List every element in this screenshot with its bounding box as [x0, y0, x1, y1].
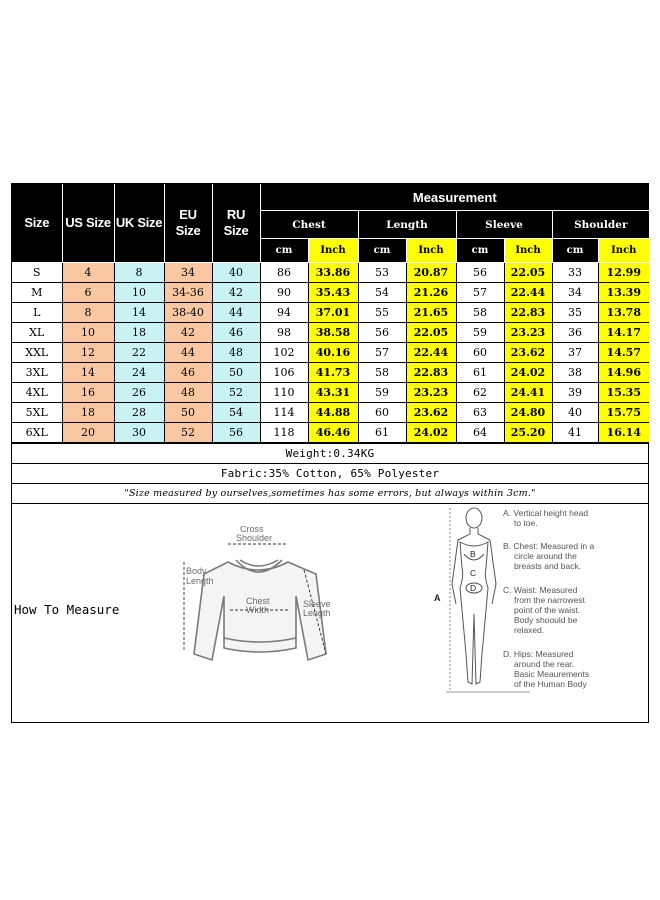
cell-sleeve-cm: 58 [456, 303, 504, 323]
cell-sleeve-in: 23.23 [504, 323, 552, 343]
cell-sleeve-cm: 60 [456, 343, 504, 363]
header-shoulder-inch: Inch [598, 239, 649, 263]
cell-sleeve-cm: 63 [456, 403, 504, 423]
cell-chest-cm: 114 [260, 403, 308, 423]
cell-shoulder-cm: 40 [552, 403, 598, 423]
header-length-cm: cm [358, 239, 406, 263]
cell-chest-cm: 98 [260, 323, 308, 343]
cell-sleeve-in: 25.20 [504, 423, 552, 443]
header-eu-size: EU Size [164, 184, 212, 263]
cell-sleeve-cm: 56 [456, 263, 504, 283]
cell-shoulder-in: 13.39 [598, 283, 649, 303]
cell-sleeve-cm: 62 [456, 383, 504, 403]
cell-shoulder-cm: 33 [552, 263, 598, 283]
cell-shoulder-in: 16.14 [598, 423, 649, 443]
cell-uk: 14 [114, 303, 164, 323]
sweater-diagram [170, 526, 350, 676]
note-b-line2: circle around the [514, 551, 577, 561]
cell-length-in: 23.23 [406, 383, 456, 403]
header-us-size: US Size [62, 184, 114, 263]
cell-eu: 44 [164, 343, 212, 363]
body-letter-a: A [434, 593, 441, 603]
cell-us: 6 [62, 283, 114, 303]
header-chest-inch: Inch [308, 239, 358, 263]
cell-ru: 46 [212, 323, 260, 343]
cell-shoulder-in: 12.99 [598, 263, 649, 283]
cell-uk: 28 [114, 403, 164, 423]
cell-chest-in: 38.58 [308, 323, 358, 343]
cell-length-in: 24.02 [406, 423, 456, 443]
cross-label: Cross [240, 526, 264, 534]
size-row [12, 263, 649, 283]
cell-us: 8 [62, 303, 114, 323]
body-letter-d: D [470, 583, 477, 593]
cell-shoulder-cm: 38 [552, 363, 598, 383]
cell-length-in: 21.26 [406, 283, 456, 303]
cell-us: 10 [62, 323, 114, 343]
cell-us: 18 [62, 403, 114, 423]
note-a-line2: to toe. [514, 518, 538, 528]
note-b-line1: B. Chest: Measured in a [503, 541, 595, 551]
header-length-inch: Inch [406, 239, 456, 263]
cell-sleeve-in: 22.83 [504, 303, 552, 323]
header-chest: Chest [260, 211, 358, 239]
cell-length-cm: 55 [358, 303, 406, 323]
body-measure-diagram [430, 504, 595, 699]
cell-size: 4XL [12, 383, 62, 403]
sleeve-label: Sleeve [303, 599, 331, 609]
sleeve-length-label: Length [303, 608, 331, 618]
cell-shoulder-cm: 35 [552, 303, 598, 323]
cell-ru: 42 [212, 283, 260, 303]
header-sleeve: Sleeve [456, 211, 552, 239]
cell-sleeve-in: 24.02 [504, 363, 552, 383]
cell-shoulder-in: 15.35 [598, 383, 649, 403]
cell-chest-cm: 102 [260, 343, 308, 363]
cell-eu: 38-40 [164, 303, 212, 323]
header-measurement: Measurement [260, 184, 649, 211]
cell-shoulder-in: 14.96 [598, 363, 649, 383]
how-to-measure-title: How To Measure [14, 602, 120, 617]
cell-shoulder-in: 13.78 [598, 303, 649, 323]
cell-sleeve-cm: 61 [456, 363, 504, 383]
cell-shoulder-in: 14.17 [598, 323, 649, 343]
note-a-line1: A. Vertical height head [503, 508, 589, 518]
weight-info: Weight:0.34KG [12, 443, 648, 463]
cell-size: 3XL [12, 363, 62, 383]
header-ru-size: RU Size [212, 184, 260, 263]
cell-sleeve-cm: 57 [456, 283, 504, 303]
size-row [12, 403, 649, 423]
note-c-line4: Body shoould be [514, 615, 578, 625]
cell-size: 5XL [12, 403, 62, 423]
cell-length-in: 23.62 [406, 403, 456, 423]
cell-size: XL [12, 323, 62, 343]
cell-length-in: 22.83 [406, 363, 456, 383]
size-row [12, 323, 649, 343]
note-d-line1: D. Hips: Measured [503, 649, 574, 659]
cell-length-cm: 54 [358, 283, 406, 303]
cell-size: 6XL [12, 423, 62, 443]
cell-ru: 56 [212, 423, 260, 443]
cell-size: M [12, 283, 62, 303]
header-uk-size: UK Size [114, 184, 164, 263]
cell-chest-cm: 118 [260, 423, 308, 443]
cell-chest-in: 40.16 [308, 343, 358, 363]
cell-eu: 34 [164, 263, 212, 283]
body-letter-b: B [470, 549, 476, 559]
cell-chest-in: 35.43 [308, 283, 358, 303]
size-row [12, 383, 649, 403]
cell-chest-in: 43.31 [308, 383, 358, 403]
cell-sleeve-in: 24.41 [504, 383, 552, 403]
cell-shoulder-cm: 41 [552, 423, 598, 443]
cell-shoulder-in: 15.75 [598, 403, 649, 423]
width-label: Width [246, 605, 270, 615]
how-to-measure-section [12, 503, 648, 722]
cell-length-cm: 60 [358, 403, 406, 423]
cell-shoulder-cm: 37 [552, 343, 598, 363]
cell-shoulder-cm: 34 [552, 283, 598, 303]
cell-chest-cm: 110 [260, 383, 308, 403]
cell-us: 12 [62, 343, 114, 363]
cell-length-cm: 59 [358, 383, 406, 403]
cell-chest-in: 33.86 [308, 263, 358, 283]
note-c-line2: from the narrowest [514, 595, 585, 605]
size-row [12, 423, 649, 443]
cell-uk: 30 [114, 423, 164, 443]
cell-eu: 42 [164, 323, 212, 343]
cell-ru: 52 [212, 383, 260, 403]
cell-ru: 50 [212, 363, 260, 383]
cell-ru: 48 [212, 343, 260, 363]
header-shoulder: Shoulder [552, 211, 649, 239]
cell-uk: 26 [114, 383, 164, 403]
note-c-line3: point of the waist. [514, 605, 581, 615]
note-c-line1: C. Waist: Measured [503, 585, 578, 595]
cell-size: S [12, 263, 62, 283]
cell-uk: 8 [114, 263, 164, 283]
header-size: Size [12, 184, 62, 263]
cell-length-cm: 56 [358, 323, 406, 343]
cell-chest-cm: 90 [260, 283, 308, 303]
fabric-info: Fabric:35% Cotton, 65% Polyester [12, 463, 648, 483]
cell-eu: 52 [164, 423, 212, 443]
cell-uk: 10 [114, 283, 164, 303]
measurement-note: "Size measured by ourselves,sometimes has some errors, but always within 3cm." [12, 483, 648, 503]
cell-eu: 46 [164, 363, 212, 383]
cell-shoulder-in: 14.57 [598, 343, 649, 363]
note-d-line3: Basic Meaurements [514, 669, 590, 679]
cell-eu: 50 [164, 403, 212, 423]
cell-size: XXL [12, 343, 62, 363]
size-row [12, 363, 649, 383]
cell-us: 4 [62, 263, 114, 283]
cell-length-cm: 57 [358, 343, 406, 363]
header-length: Length [358, 211, 456, 239]
cell-length-in: 22.44 [406, 343, 456, 363]
cell-chest-in: 41.73 [308, 363, 358, 383]
cell-ru: 44 [212, 303, 260, 323]
header-sleeve-inch: Inch [504, 239, 552, 263]
cell-size: L [12, 303, 62, 323]
header-sleeve-cm: cm [456, 239, 504, 263]
cell-sleeve-cm: 64 [456, 423, 504, 443]
body-letter-c: C [470, 568, 477, 578]
cell-length-cm: 61 [358, 423, 406, 443]
size-table [12, 184, 649, 443]
cell-length-in: 20.87 [406, 263, 456, 283]
cell-sleeve-in: 22.05 [504, 263, 552, 283]
cell-chest-in: 46.46 [308, 423, 358, 443]
cell-chest-cm: 86 [260, 263, 308, 283]
note-d-line2: around the rear. [514, 659, 575, 669]
cell-shoulder-cm: 39 [552, 383, 598, 403]
note-b-line3: breasts and back. [514, 561, 582, 571]
cell-length-cm: 58 [358, 363, 406, 383]
cell-length-in: 22.05 [406, 323, 456, 343]
cell-eu: 48 [164, 383, 212, 403]
cell-sleeve-in: 23.62 [504, 343, 552, 363]
cell-us: 16 [62, 383, 114, 403]
cell-length-in: 21.65 [406, 303, 456, 323]
cell-chest-in: 44.88 [308, 403, 358, 423]
size-row [12, 283, 649, 303]
cell-sleeve-cm: 59 [456, 323, 504, 343]
cell-uk: 24 [114, 363, 164, 383]
cell-length-cm: 53 [358, 263, 406, 283]
cell-us: 20 [62, 423, 114, 443]
size-row [12, 343, 649, 363]
cell-sleeve-in: 24.80 [504, 403, 552, 423]
cell-chest-in: 37.01 [308, 303, 358, 323]
cell-chest-cm: 94 [260, 303, 308, 323]
note-d-line4: of the Human Body [514, 679, 587, 689]
shoulder-label: Shoulder [236, 533, 273, 543]
cell-ru: 40 [212, 263, 260, 283]
header-shoulder-cm: cm [552, 239, 598, 263]
cell-uk: 18 [114, 323, 164, 343]
cell-eu: 34-36 [164, 283, 212, 303]
note-c-line5: relaxed. [514, 625, 545, 635]
header-chest-cm: cm [260, 239, 308, 263]
cell-shoulder-cm: 36 [552, 323, 598, 343]
cell-chest-cm: 106 [260, 363, 308, 383]
chest-label: Chest [246, 596, 270, 606]
cell-us: 14 [62, 363, 114, 383]
body-length-label: Length [186, 576, 214, 586]
cell-sleeve-in: 22.44 [504, 283, 552, 303]
cell-uk: 22 [114, 343, 164, 363]
size-row [12, 303, 649, 323]
size-chart [11, 183, 649, 723]
body-label: Body [186, 566, 207, 576]
cell-ru: 54 [212, 403, 260, 423]
